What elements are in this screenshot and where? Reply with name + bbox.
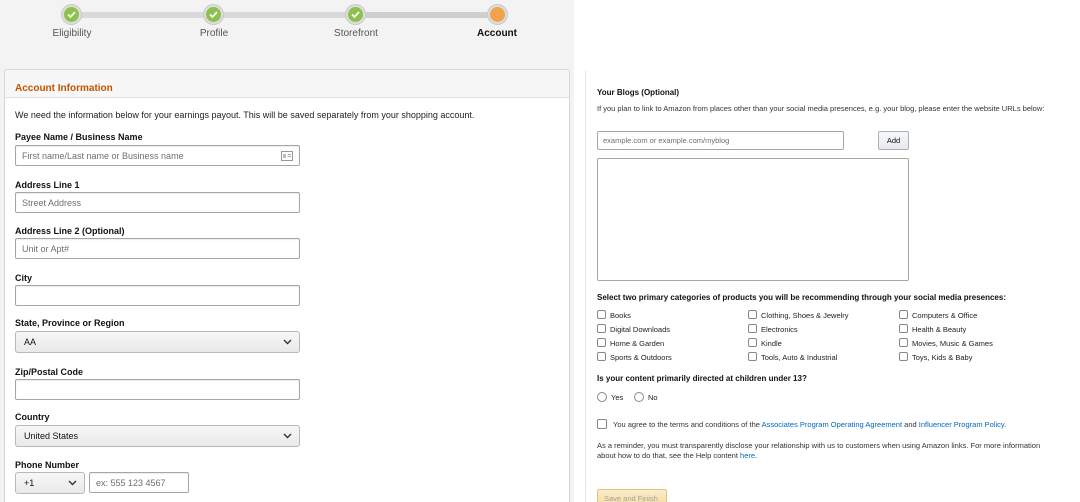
address1-label: Address Line 1 <box>15 180 80 190</box>
address2-label: Address Line 2 (Optional) <box>15 226 125 236</box>
reminder-suffix: . <box>755 451 758 460</box>
country-value: United States <box>24 431 79 441</box>
card-header <box>5 70 569 98</box>
blog-url-input[interactable] <box>597 131 844 150</box>
influencer-policy-link[interactable]: Influencer Program Policy <box>918 420 1005 429</box>
blogs-title: Your Blogs (Optional) <box>597 88 680 97</box>
progress-stepper <box>0 0 574 66</box>
step-profile-check-icon <box>204 5 223 24</box>
zip-label: Zip/Postal Code <box>15 367 84 377</box>
address1-placeholder: Street Address <box>22 198 82 208</box>
reminder-text <box>597 441 1057 461</box>
phone-code-select[interactable] <box>15 472 85 494</box>
phone-number-placeholder: ex: 555 123 4567 <box>96 478 166 488</box>
terms-and: and <box>904 420 917 429</box>
agree-terms-checkbox[interactable] <box>597 419 607 429</box>
category-label: Computers & Office <box>912 311 978 320</box>
stepper-track <box>356 12 498 18</box>
children-question: Is your content primarily directed at children under 13? <box>597 374 807 383</box>
children-no-radio[interactable] <box>634 392 644 402</box>
category-label: Digital Downloads <box>610 325 671 334</box>
step-storefront-check-icon <box>346 5 365 24</box>
account-information-card <box>4 69 570 502</box>
address2-placeholder: Unit or Apt# <box>22 244 70 254</box>
contact-card-icon <box>281 151 293 161</box>
operating-agreement-link[interactable]: Associates Program Operating Agreement <box>761 420 903 429</box>
category-computers-checkbox[interactable] <box>899 310 908 319</box>
category-label: Toys, Kids & Baby <box>912 353 973 362</box>
address2-input[interactable] <box>15 238 300 259</box>
step-label-account: Account <box>477 28 517 39</box>
category-digital-downloads-checkbox[interactable] <box>597 324 606 333</box>
reminder-body: As a reminder, you must transparently disclose your relationship with us to customers when using Amazon links. For more information about how to do that, see the Help content <box>597 441 1041 460</box>
blog-url-placeholder: example.com or example.com/myblog <box>603 136 730 145</box>
country-label: Country <box>15 412 50 422</box>
chevron-down-icon <box>283 432 292 440</box>
category-kindle-checkbox[interactable] <box>748 338 757 347</box>
stepper-track <box>214 12 356 18</box>
category-tools-checkbox[interactable] <box>748 352 757 361</box>
step-label-eligibility: Eligibility <box>52 28 92 39</box>
address1-input[interactable] <box>15 192 300 213</box>
blog-list-area[interactable] <box>597 158 909 281</box>
chevron-down-icon <box>68 479 77 487</box>
terms-suffix: . <box>1004 420 1007 429</box>
payee-placeholder: First name/Last name or Business name <box>22 151 184 161</box>
category-toys-checkbox[interactable] <box>899 352 908 361</box>
save-and-finish-button[interactable]: Save and Finish <box>597 489 667 502</box>
city-label: City <box>15 273 33 283</box>
step-eligibility-check-icon <box>62 5 81 24</box>
category-books-checkbox[interactable] <box>597 310 606 319</box>
phone-number-input[interactable] <box>89 472 189 493</box>
intro-text: We need the information below for your earnings payout. This will be saved separately from your shopping account. <box>15 110 475 120</box>
options-card <box>585 70 1080 502</box>
category-home-garden-checkbox[interactable] <box>597 338 606 347</box>
zip-input[interactable] <box>15 379 300 400</box>
phone-label: Phone Number <box>15 460 80 470</box>
categories-title: Select two primary categories of products you will be recommending through your social media presences: <box>597 293 1006 302</box>
terms-text <box>613 420 1006 430</box>
card-title: Account Information <box>15 83 113 94</box>
category-label: Books <box>610 311 631 320</box>
category-label: Electronics <box>761 325 798 334</box>
state-label: State, Province or Region <box>15 318 125 328</box>
children-yes-label: Yes <box>611 393 624 402</box>
category-label: Movies, Music & Games <box>912 339 993 348</box>
payee-input[interactable] <box>15 145 300 166</box>
category-electronics-checkbox[interactable] <box>748 324 757 333</box>
category-label: Sports & Outdoors <box>610 353 672 362</box>
step-account-current-icon <box>488 5 507 24</box>
step-label-profile: Profile <box>199 28 229 39</box>
category-clothing-checkbox[interactable] <box>748 310 757 319</box>
children-no-label: No <box>648 393 658 402</box>
help-content-link[interactable]: here <box>740 451 756 460</box>
category-label: Health & Beauty <box>912 325 967 334</box>
add-blog-button[interactable]: Add <box>878 131 909 150</box>
category-label: Clothing, Shoes & Jewelry <box>761 311 849 320</box>
phone-code-value: +1 <box>24 478 35 488</box>
terms-prefix: You agree to the terms and conditions of the <box>613 420 760 429</box>
city-input[interactable] <box>15 285 300 306</box>
chevron-down-icon <box>283 338 292 346</box>
stepper-track <box>72 12 214 18</box>
children-yes-radio[interactable] <box>597 392 607 402</box>
category-sports-checkbox[interactable] <box>597 352 606 361</box>
storefront-options-panel <box>585 0 1080 502</box>
step-label-storefront: Storefront <box>334 28 378 39</box>
state-select[interactable] <box>15 331 300 353</box>
category-label: Home & Garden <box>610 339 665 348</box>
category-health-beauty-checkbox[interactable] <box>899 324 908 333</box>
category-label: Kindle <box>761 339 782 348</box>
state-value: AA <box>24 337 37 347</box>
category-movies-music-checkbox[interactable] <box>899 338 908 347</box>
country-select[interactable] <box>15 425 300 447</box>
blogs-description: If you plan to link to Amazon from places other than your social media presences, e.g. your blog, please enter the website URLs below: <box>597 104 1045 113</box>
category-label: Tools, Auto & Industrial <box>761 353 838 362</box>
payee-label: Payee Name / Business Name <box>15 132 143 142</box>
